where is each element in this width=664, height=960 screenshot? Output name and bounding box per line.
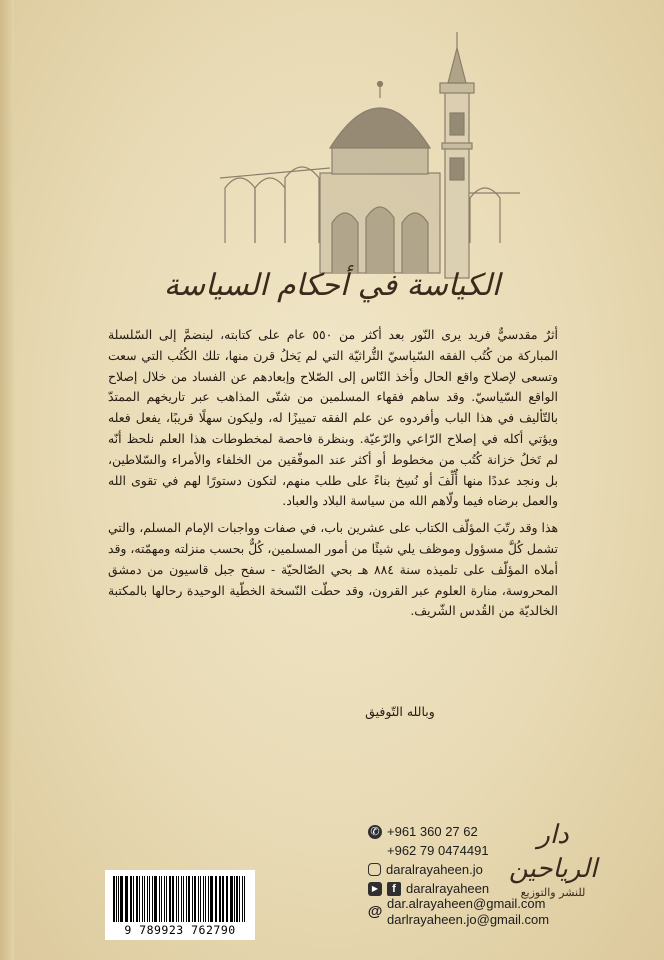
barcode-bar (188, 876, 190, 922)
barcode-bar (219, 876, 221, 922)
barcode-bar (222, 876, 224, 922)
phone-2-text: +962 79 0474491 (387, 843, 489, 858)
barcode-bar (226, 876, 227, 922)
barcode-bar (234, 876, 235, 922)
barcode-bar (152, 876, 154, 922)
barcode-bar (236, 876, 238, 922)
barcode-bar (210, 876, 212, 922)
contact-email (367, 895, 550, 927)
barcode-bar (149, 876, 150, 922)
publisher-logo-main: دار الرياحين (508, 820, 598, 884)
signoff: وبالله التّوفيق (365, 704, 435, 719)
email-2-text: darlrayaheen.jo@gmail.com (387, 911, 550, 927)
barcode-bar (215, 876, 216, 922)
barcode-bar (161, 876, 163, 922)
barcode-bar (227, 876, 228, 922)
barcode-bar (144, 876, 146, 922)
isbn-barcode (105, 870, 255, 940)
phone-1-text: +961 360 27 62 (387, 824, 478, 839)
social-text: daralrayaheen (406, 881, 490, 896)
barcode-bar (164, 876, 165, 922)
barcode-bar (203, 876, 204, 922)
barcode-bar (169, 876, 171, 922)
barcode-bar (242, 876, 243, 922)
barcode-bar (194, 876, 196, 922)
contact-instagram (368, 860, 548, 879)
blurb-text (108, 325, 558, 628)
barcode-bar (230, 876, 232, 922)
barcode-bar (166, 876, 167, 922)
barcode-bar (113, 876, 115, 922)
barcode-number: 9 789923 762790 (124, 923, 236, 937)
spacer-icon (368, 844, 382, 858)
barcode-bar (208, 876, 209, 922)
barcode-bar (120, 876, 122, 922)
barcode-bar (136, 876, 138, 922)
barcode-bar (130, 876, 132, 922)
barcode-bar (198, 876, 200, 922)
barcode-bar (159, 876, 160, 922)
facebook-icon: f (387, 882, 401, 896)
whatsapp-icon: ✆ (368, 825, 382, 839)
barcode-bar (176, 876, 177, 922)
barcode-bar (178, 876, 179, 922)
at-sign-icon: @ (367, 903, 383, 920)
barcode-bar (205, 876, 207, 922)
barcode-bar (133, 876, 134, 922)
barcode-bar (142, 876, 143, 922)
barcode-bar (154, 876, 156, 922)
blurb-paragraph-1: أثرٌ مقدسيٌّ فريد يرى النّور بعد أكثر من ٥٥٠ عام على كتابته، لينضمَّ إلى السّلسلة المباركة من كُتُب الفقه السّياسيّ التُّراثيّة التي لم يَخلُ قرن منها، تلك الكُتُب التي سعت وتسعى لإصلاح واقع الحال وأخذ النّاس إلى الصّلاح وإبعادهم عن الفساد من خلال إصلاح الواقع السّياسيّ. وقد ساهم فقهاء المسلمين من شتّى المذاهب عبر تاريخهم الممتدّ بالتّأليف في هذا الباب وأفردوه عن علم الفقه تمييزًا له، وليكون سهلًا قريبًا، يفعل فعله ويؤتي أكله في إصلاح الرّاعي والرّعيّة. وبنظرة فاحصة لمخطوطات هذا العلم نلحظ أنّه لم تَخلُ خزانة كُتُب من مخطوط أو أكثر عند الموفّقين من الخلفاء والأمراء والسّلاطين، بل ونجد عددًا منها أُلِّفَ أو نُسِخ بناءً على طلب منهم، لتكون دستورًا لهم في تقوى الله والعمل برضاه فيما ولّاهم الله من سياسة البلاد والعباد. (108, 327, 558, 509)
youtube-icon: ▶ (368, 882, 382, 896)
blurb-paragraph-2: هذا وقد رتّبَ المؤلّف الكتاب على عشرين باب، في صفات وواجبات الإمام المسلم، والتي تشمل كُلَّ مسؤول وموظف يلي شيئًا من أمور المسلمين، كُلٌّ بحسب منزلته ومهمّته، وقد أملاه المؤلّف على تلميذه سنة ٨٨٤ هـ بحي الصّالحيّة - سفح جبل قاسيون من دمشق المحروسة، منارة العلوم عبر القرون، وقد حطّت النّسخة الخطّية الوحيدة رحالها بالمكتبة الخالديّة من القُدس الشّريف. (108, 520, 559, 619)
contact-phone-2 (368, 841, 548, 860)
barcode-bar (183, 876, 184, 922)
barcode-bar (139, 876, 140, 922)
publisher-logo-sub: للنشر والتوزيع (520, 886, 586, 899)
barcode-bar (125, 876, 126, 922)
barcode-bar (192, 876, 193, 922)
barcode-bar (118, 876, 119, 922)
book-title: الكياسة في أحكام السياسة (163, 268, 501, 303)
barcode-bar (200, 876, 201, 922)
barcode-bar (244, 876, 246, 922)
barcode-bar (172, 876, 174, 922)
email-1-text: dar.alrayaheen@gmail.com (387, 895, 546, 911)
book-spine-edge (0, 0, 14, 960)
instagram-text: daralrayaheen.jo (386, 862, 483, 877)
barcode-bars (113, 876, 247, 922)
instagram-icon (368, 863, 381, 876)
dome-illustration (220, 28, 520, 298)
barcode-bar (116, 876, 117, 922)
barcode-bar (186, 876, 187, 922)
contact-block (367, 822, 550, 927)
contact-phone-1 (368, 822, 548, 841)
barcode-bar (216, 876, 217, 922)
barcode-bar (239, 876, 240, 922)
barcode-bar (126, 876, 128, 922)
barcode-bar (147, 876, 148, 922)
barcode-bar (181, 876, 183, 922)
